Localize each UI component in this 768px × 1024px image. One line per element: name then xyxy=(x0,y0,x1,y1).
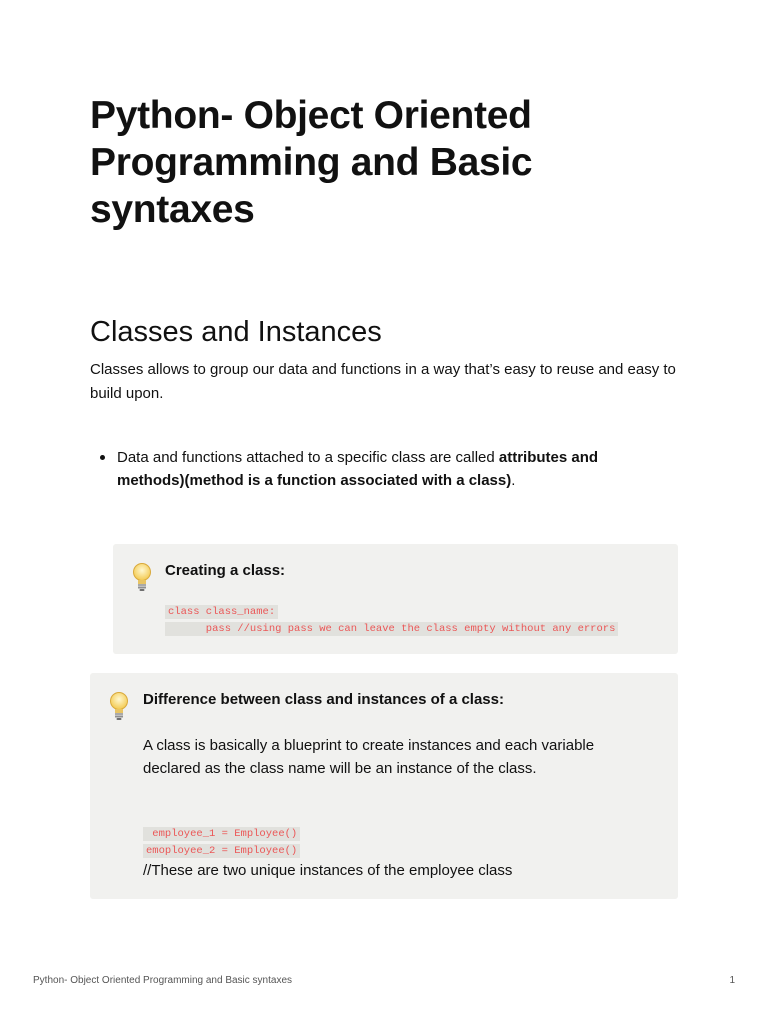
callout-heading: Difference between class and instances of a class: xyxy=(143,691,504,708)
page-number: 1 xyxy=(729,975,735,986)
code-line: class class_name: xyxy=(165,604,618,621)
callout-heading: Creating a class: xyxy=(165,562,286,579)
callout-class-vs-instance xyxy=(90,673,678,899)
callout-creating-class xyxy=(113,544,678,654)
lightbulb-icon xyxy=(131,562,153,592)
bullet-bold-text: attributes and methods)(method is a function associated with a class) xyxy=(117,449,599,489)
bullet-suffix: . xyxy=(511,472,516,489)
code-block xyxy=(143,826,300,860)
bullet-list xyxy=(90,446,650,492)
callout-note: //These are two unique instances of the employee class xyxy=(143,862,513,879)
code-line: emoployee_2 = Employee() xyxy=(143,843,300,860)
bullet-dot xyxy=(100,455,105,460)
footer-title: Python- Object Oriented Programming and Basic syntaxes xyxy=(33,975,293,986)
page-title: Python- Object Oriented Programming and Basic syntaxes xyxy=(90,94,533,231)
lightbulb-icon xyxy=(108,691,130,721)
section-heading: Classes and Instances xyxy=(90,316,382,348)
callout-text: A class is basically a blueprint to create instances and each variable declared as the class name will be an instance of the class. xyxy=(143,737,595,777)
code-line: employee_1 = Employee() xyxy=(143,826,300,843)
code-line: pass //using pass we can leave the class empty without any errors xyxy=(165,621,618,638)
intro-paragraph: Classes allows to group our data and functions in a way that’s easy to reuse and easy to build upon. xyxy=(90,361,676,402)
list-item xyxy=(90,446,650,492)
bullet-text: Data and functions attached to a specific class are called xyxy=(117,449,499,466)
code-block xyxy=(165,604,618,638)
